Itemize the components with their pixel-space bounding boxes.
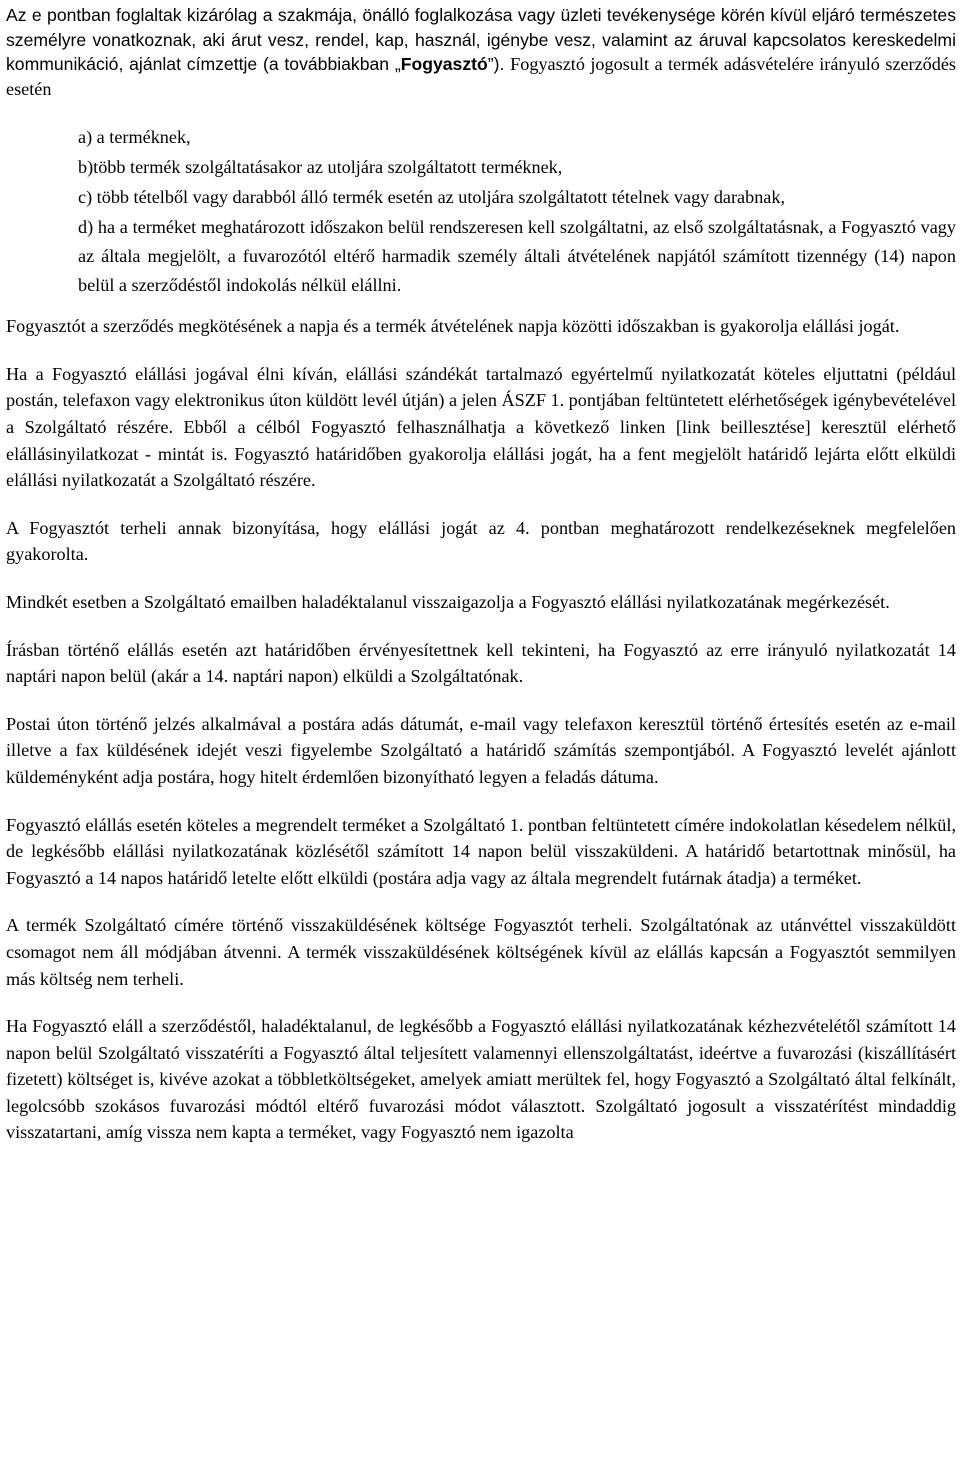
paragraph-burden-of-proof: A Fogyasztót terheli annak bizonyítása, hogy elállási jogát az 4. pontban meghatározott rendelkezéseknek megfelelően gyakorolta. (6, 517, 956, 565)
withdrawal-cases-list (6, 101, 956, 313)
paragraph-refund: Ha Fogyasztó eláll a szerződéstől, haladéktalanul, de legkésőbb a Fogyasztó elállási nyilatkozatának kézhezvételétől számított 14 napon belül Szolgáltató visszatéríti a Fogyasztó által teljesített valamennyi ellenszolgáltatást, ideértve a fuvarozási (kiszállításért fizetett) költséget is, kivéve azokat a többletköltségeket, amelyek amiatt merültek fel, hogy Fogyasztó a Szolgáltató által felkínált, legolcsóbb szokásos fuvarozási módtól eltérő fuvarozási módot választott. Szolgáltató jogosult a visszatérítést mindaddig visszatartani, amíg vissza nem kapta a terméket, vagy Fogyasztó nem igazolta (6, 1016, 956, 1143)
paragraph-return-costs: A termék Szolgáltató címére történő visszaküldésének költsége Fogyasztót terheli. Szolgáltatónak az utánvéttel visszaküldött csomagot nem áll módjában átvenni. A termék visszaküldésének költségének kívül az elállás kapcsán a Fogyasztót semmilyen más költség nem terheli. (6, 915, 956, 989)
lead-sentence: Fogyasztó jogosult a termék adásvételére irányuló szerződés esetén (6, 54, 957, 99)
list-item-d: d) ha a terméket meghatározott időszakon belül rendszeresen kell szolgáltatni, az első szolgáltatásnak, a Fogyasztó vagy az általa megjelölt, a fuvarozótól eltérő harmadik személy általi átvételének napjától számított tizennégy (14) napon belül a szerződéstől indokolás nélkül elállni. (78, 216, 956, 296)
body-paragraphs (6, 313, 956, 1146)
defined-term-consumer: Fogyasztó (400, 54, 488, 74)
intro-paragraph (6, 0, 956, 101)
paragraph-withdrawal-declaration: Ha a Fogyasztó elállási jogával élni kíván, elállási szándékát tartalmazó egyértelmű nyilatkozatát köteles eljuttatni (például postán, telefaxon vagy elektronikus úton küldött levél útján) a jelen ÁSZF 1. pontjában feltüntetett elérhetőségek igénybevételével a Szolgáltató részére. Ebből a célból Fogyasztó felhasználhatja a következő linken [link beillesztése] keresztül elérhető elállásinyilatkozat - mintát is. Fogyasztó határidőben gyakorolja elállási jogát, ha a fent megjelölt határidő lejárta előtt elküldi elállási nyilatkozatát a Szolgáltató részére. (6, 363, 957, 491)
paragraph-product-return: Fogyasztó elállás esetén köteles a megrendelt terméket a Szolgáltató 1. pontban feltüntetett címére indokolatlan késedelem nélkül, de legkésőbb elállási nyilatkozatának közlésétől számított 14 napon belül visszaküldeni. A határidő betartottnak minősül, ha Fogyasztó a 14 napos határidő letelte előtt elküldi (postára adja vagy az általa megrendelt futárnak átadja) a terméket. (6, 814, 956, 888)
list-item-c: c) több tételből vagy darabból álló termék esetén az utoljára szolgáltatott tételnek vagy darabnak, (78, 187, 786, 208)
paragraph-withdrawal-period: Fogyasztót a szerződés megkötésének a napja és a termék átvételének napja közötti időszakban is gyakorolja elállási jogát. (6, 316, 900, 337)
list-item-b: b)több termék szolgáltatásakor az utoljára szolgáltatott terméknek, (78, 157, 563, 178)
intro-text-end: ”). (487, 54, 505, 74)
paragraph-postal-notice: Postai úton történő jelzés alkalmával a postára adás dátumát, e-mail vagy telefaxon keresztül történő értesítés esetén az e-mail illetve a fax küldésének idejét veszi figyelembe Szolgáltató a határidő számítás szempontjából. A Fogyasztó levelét ajánlott küldeményként adja postára, hogy hitelt érdemlően bizonyítható legyen a feladás dátuma. (6, 713, 956, 787)
paragraph-email-confirmation: Mindkét esetben a Szolgáltató emailben haladéktalanul visszaigazolja a Fogyasztó elállási nyilatkozatának megérkezését. (6, 591, 890, 612)
list-item-a: a) a terméknek, (78, 127, 191, 147)
intro-text: Az e pontban foglaltak kizárólag a szakmája, önálló foglalkozása vagy üzleti tevékenysége körén kívül eljáró természetes személyre vonatkoznak, aki árut vesz, rendel, kap, használ, igénybe vesz, valamint az áruval kapcsolatos kereskedelmi kommunikáció, ajánlat címzettje (a továbbiakban „ (6, 5, 956, 74)
document-page (6, 0, 956, 1146)
paragraph-written-withdrawal: Írásban történő elállás esetén azt határidőben érvényesítettnek kell tekinteni, ha Fogyasztó az erre irányuló nyilatkozatát 14 naptári napon belül (akár a 14. naptári napon) elküldi a Szolgáltatónak. (6, 639, 956, 687)
